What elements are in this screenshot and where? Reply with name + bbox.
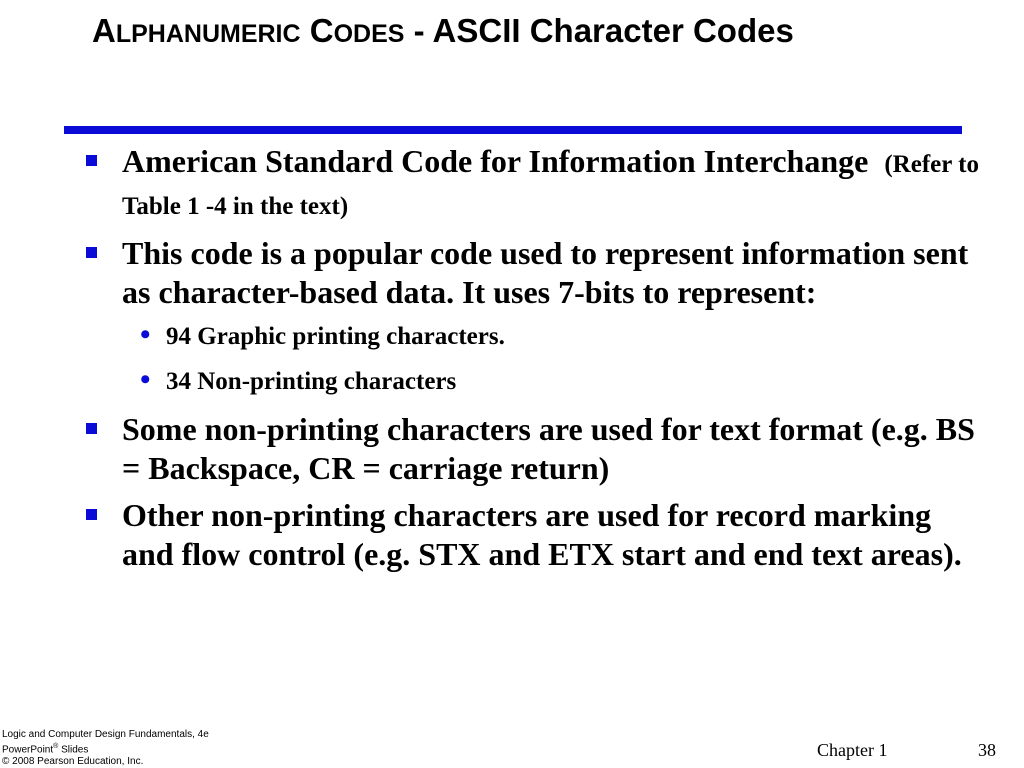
footer-copyright: © 2008 Pearson Education, Inc. <box>2 756 144 768</box>
slide-body <box>80 142 990 582</box>
page-number: 38 <box>978 740 996 760</box>
bullet-text: American Standard Code for Information Interchange <box>122 143 869 179</box>
square-bullet-icon <box>86 247 97 258</box>
bullet-text: This code is a popular code used to represent information sent as character-based data. It uses 7-bits to represent: <box>122 235 969 310</box>
bullet-text: Other non-printing characters are used for record marking and flow control (e.g. STX and ETX start and end text areas). <box>122 497 962 572</box>
footer-chapter: Chapter 1 <box>817 740 888 760</box>
sub-bullet-text: 94 Graphic printing characters. <box>166 323 505 350</box>
registered-mark: ® <box>53 743 59 750</box>
sub-bullet-item <box>80 365 990 399</box>
square-bullet-icon <box>86 423 97 434</box>
title-divider <box>64 126 962 134</box>
square-bullet-icon <box>86 509 97 520</box>
bullet-item <box>80 142 990 226</box>
sub-bullet-text: 34 Non-printing characters <box>166 368 457 395</box>
title-initial-a: A <box>92 12 116 49</box>
title-smallcaps-lphanumeric: LPHANUMERIC <box>115 20 301 48</box>
footer-credits <box>2 729 209 768</box>
bullet-reference: (Refer to Table 1 -4 in the text) <box>122 151 979 220</box>
bullet-item <box>80 410 990 488</box>
round-bullet-icon: • <box>140 363 151 396</box>
bullet-text: Some non-printing characters are used for text format (e.g. BS = Backspace, CR = carriage return) <box>122 411 975 486</box>
round-bullet-icon: • <box>140 318 151 351</box>
title-space <box>301 12 310 49</box>
bullet-item <box>80 496 990 574</box>
footer-slides-line <box>2 741 209 756</box>
square-bullet-icon <box>86 155 97 166</box>
title-initial-c: C <box>309 12 334 49</box>
slide-title <box>92 10 972 55</box>
title-rest: - ASCII Character Codes <box>404 12 794 49</box>
footer-powerpoint: PowerPoint <box>2 744 54 756</box>
sub-bullet-item <box>80 320 990 354</box>
footer-slides-label: Slides <box>58 744 89 756</box>
title-smallcaps-odes: ODES <box>333 20 405 48</box>
bullet-item <box>80 234 990 312</box>
footer-book-title: Logic and Computer Design Fundamentals, 4e <box>2 729 209 740</box>
